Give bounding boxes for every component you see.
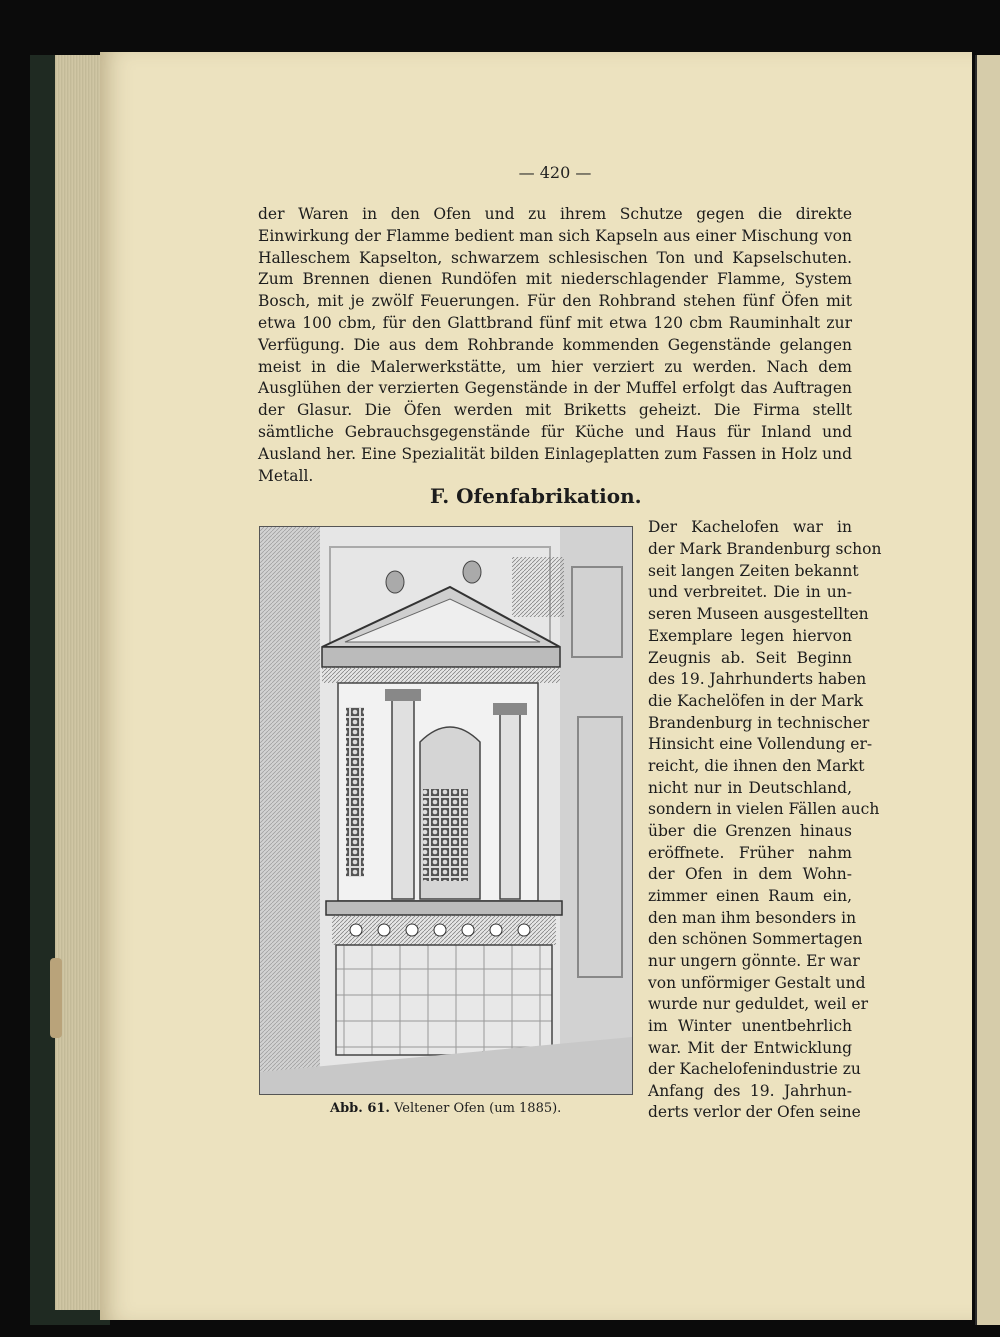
column-line: Brandenburg in technischer bbox=[648, 714, 870, 732]
column-line: der Kachelofenindustrie zu bbox=[648, 1060, 861, 1078]
column-line: reicht, die ihnen den Markt bbox=[648, 757, 865, 775]
column-line: Exemplare legen hiervon bbox=[648, 627, 852, 645]
column-line: nicht nur in Deutschland, bbox=[648, 779, 852, 797]
column-line: seit langen Zeiten bekannt bbox=[648, 562, 859, 580]
column-line: von unförmiger Gestalt und bbox=[648, 974, 866, 992]
next-page-edge bbox=[975, 55, 1000, 1325]
column-line: der Mark Brandenburg schon bbox=[648, 540, 882, 558]
column-line: Hinsicht eine Vollendung er- bbox=[648, 735, 873, 753]
page-clip bbox=[50, 958, 62, 1038]
figure-caption bbox=[330, 1101, 630, 1116]
column-line: Anfang des 19. Jahrhun- bbox=[648, 1082, 852, 1100]
column-line: im Winter unentbehrlich bbox=[648, 1017, 852, 1035]
column-line: war. Mit der Entwicklung bbox=[648, 1039, 852, 1057]
intro-paragraph: der Waren in den Ofen und zu ihrem Schutze gegen die direkte Einwirkung der Flamme bedient man sich Kapseln aus einer Mischung von Halleschem Kapselton, schwarzem schlesischen Ton und Kapselschuten. Zum Brennen dienen Rundöfen mit niederschlagender Flamme, System Bosch, mit je zwölf Feuerungen. Für den Rohbrand stehen fünf Öfen mit etwa 100 cbm, für den Glattbrand fünf mit etwa 120 cbm Rauminhalt zur Verfügung. Die aus dem Rohbrande kommenden Gegenstände gelangen meist in die Malerwerkstätte, um hier verziert zu werden. Nach dem Ausglühen der verzierten Gegenstände in der Muffel erfolgt das Auftragen der Glasur. Die Öfen werden mit Briketts geheizt. Die Firma stellt sämtliche Gebrauchsgegenstände für Küche und Haus für Inland und Ausland her. Eine Spezialität bilden Einlageplatten zum Fassen in Holz und Metall. bbox=[258, 205, 852, 485]
column-line: die Kachelöfen in der Mark bbox=[648, 692, 863, 710]
column-line: des 19. Jahrhunderts haben bbox=[648, 670, 867, 688]
column-line: zimmer einen Raum ein, bbox=[648, 887, 852, 905]
column-line: nur ungern gönnte. Er war bbox=[648, 952, 860, 970]
column-line: den schönen Sommertagen bbox=[648, 930, 863, 948]
section-heading: F. Ofenfabrikation. bbox=[430, 484, 642, 508]
column-line: den man ihm besonders in bbox=[648, 909, 857, 927]
stove-illustration bbox=[259, 526, 633, 1095]
figure-caption-text: Veltener Ofen (um 1885). bbox=[394, 1101, 562, 1116]
column-line: seren Museen ausgestellten bbox=[648, 605, 869, 623]
column-line: Der Kachelofen war in bbox=[648, 518, 852, 536]
column-line: sondern in vielen Fällen auch bbox=[648, 800, 880, 818]
column-line: der Ofen in dem Wohn- bbox=[648, 865, 852, 883]
page-number: — 420 — bbox=[518, 163, 592, 182]
column-line: derts verlor der Ofen seine bbox=[648, 1103, 861, 1121]
column-line: über die Grenzen hinaus bbox=[648, 822, 852, 840]
column-line: und verbreitet. Die in un- bbox=[648, 583, 852, 601]
figure-label: Abb. 61. bbox=[330, 1101, 390, 1116]
column-line: Zeugnis ab. Seit Beginn bbox=[648, 649, 852, 667]
column-line: eröffnete. Früher nahm bbox=[648, 844, 852, 862]
column-line: wurde nur geduldet, weil er bbox=[648, 995, 868, 1013]
